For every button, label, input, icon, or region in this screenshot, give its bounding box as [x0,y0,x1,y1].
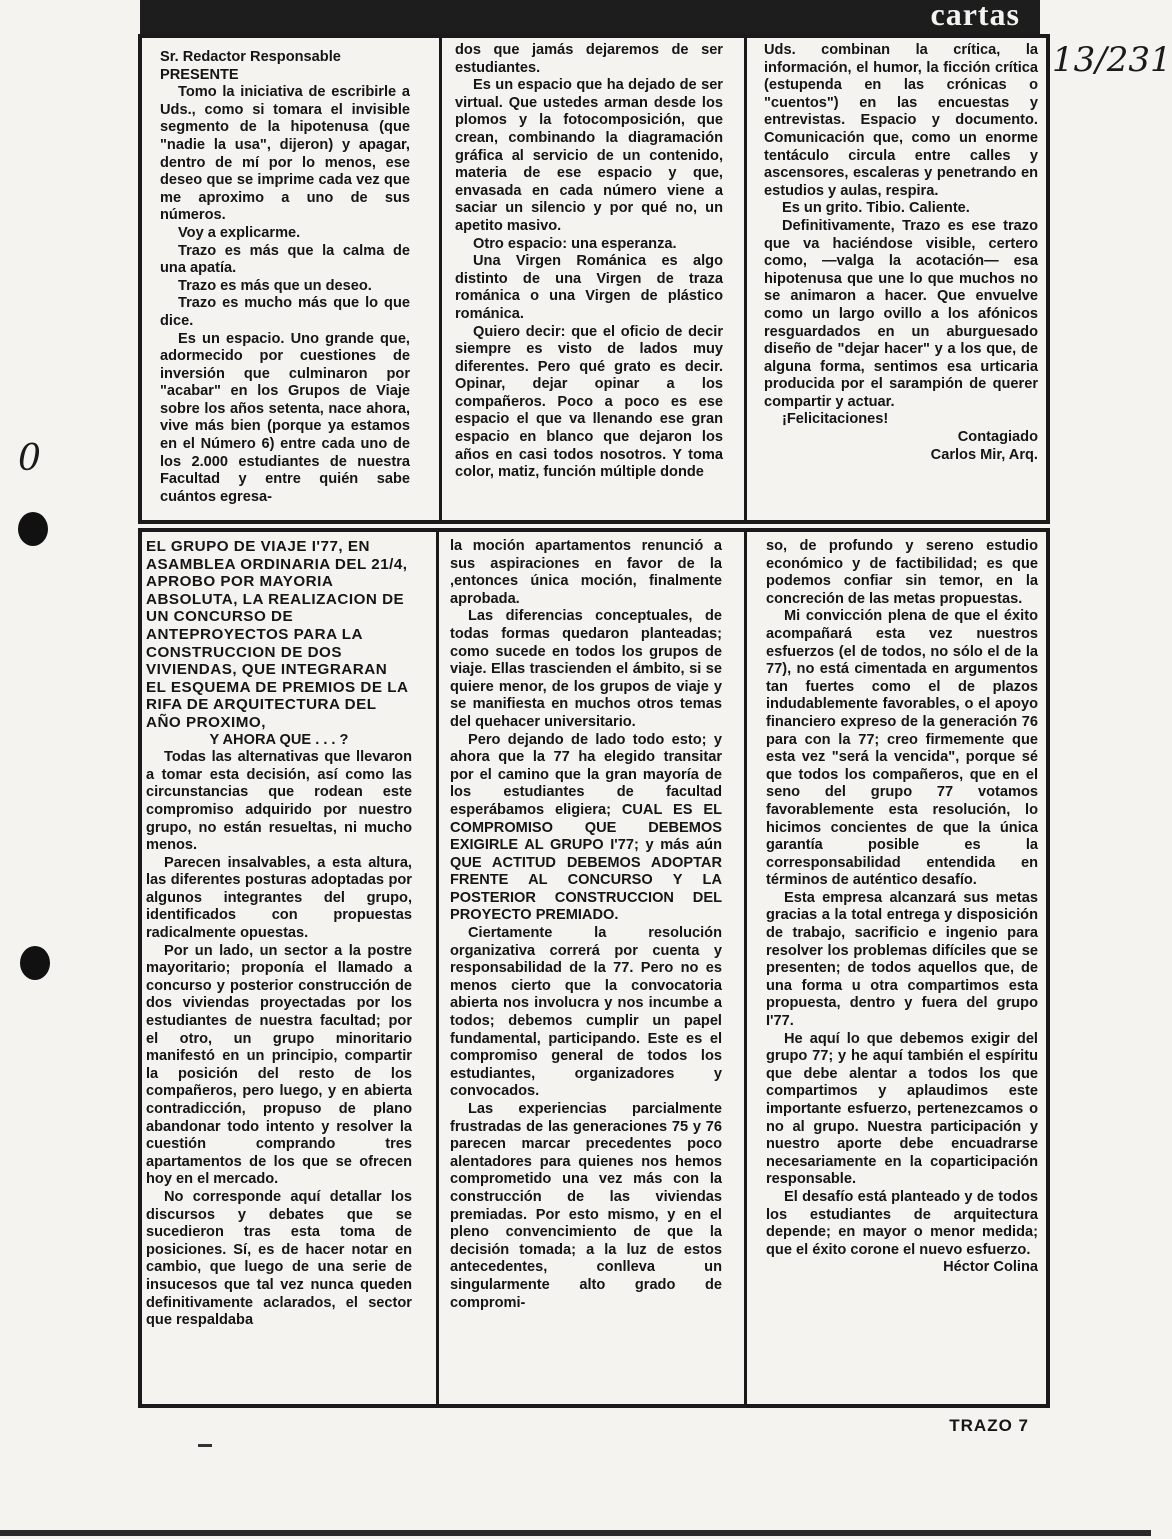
punch-hole-top [18,512,48,546]
letter2-column-1 [146,538,412,1400]
letter1-rule-2 [744,36,747,522]
paragraph: Mi convicción plena de que el éxito acompañará esta vez nuestros esfuerzos (el de todos, no sólo el de la 77), no está cimentada en argumentos tan fuertes como el de plazos indudablemente favorables, o el apoyo financiero expreso de la generación 76 para con la 77; creo firmemente que esta vez "será la vencida", porque sé que todos los compañeros, que en el seno del grupo 77 votamos favorablemente esta resolución, lo hicimos concientes de que la única garantía posible es la corresponsabilidad entendida en términos de auténtico desafío. [766,608,1038,889]
letter2-rule-1 [436,532,439,1404]
punch-hole-bottom [20,946,50,980]
page-folio: TRAZO 7 [949,1416,1029,1435]
page-mark: 13/231 [1052,40,1172,80]
paragraph: Las diferencias conceptuales, de todas formas quedaron planteadas; como sucede en todos los grupos de viaje. Ellas trascienden el ámbito, si se quiere menor, de los grupos de viaje y se manifiesta en muchos otros temas del quehacer universitario. [450,608,722,730]
paragraph: Otro espacio: una esperanza. [473,235,677,252]
paragraph: No corresponde aquí detallar los discursos y debates que se sucedieron tras esta toma de posiciones. Sí, es de hacer notar en cambio, que luego de una serie de insucesos que tal vez nunca queden definitivamente aclarados, el sector que respaldaba [146,1188,412,1329]
signature-name: Héctor Colina [943,1259,1038,1276]
margin-note: 0 [18,438,41,479]
paragraph: Parecen insalvables, a esta altura, las diferentes posturas adoptadas por algunos integrantes del grupo, identificados con propuestas radicalmente opuestas. [146,854,412,942]
letter2-subhead: Y AHORA QUE . . . ? [209,731,349,748]
letter2-rule-2 [744,532,747,1404]
salutation-line-2: PRESENTE [160,66,239,83]
signature-name: Carlos Mir, Arq. [930,446,1038,463]
paragraph: Trazo es más que la calma de una apatía. [160,242,410,277]
paragraph: Todas las alternativas que llevaron a tomar esta decisión, así como las circunstancias que rodean este compromiso adquirido por nuestro grupo, no están resueltas, ni mucho menos. [146,749,412,854]
paragraph: Las experiencias parcialmente frustradas de las generaciones 75 y 76 parecen marcar precedentes poco alentadores para quienes nos hemos comprometido una vez más con la construcción de las viviendas premiadas. Por esto mismo, y en el pleno convencimiento de que la decisión tomada; a la luz de estos antecedentes, conlleva un singularmente alto grado de compromi- [450,1101,722,1311]
paragraph: Definitivamente, Trazo es ese trazo que va haciéndose visible, certero como, —valga la acotación— esa hipotenusa que une lo que muchos no se animaron a hacer. Que envuelve como un largo ovillo a los afónicos resguardados en un aburguesado diseño de "dejar hacer" y a los que, de alguna forma, sentimos esa urticaria producida por el sarampión de querer compartir y actuar. [764,217,1038,410]
letter2-column-3 [766,538,1038,1400]
salutation: Sr. Redactor Responsable [160,49,341,65]
scan-speck [198,1444,212,1447]
paragraph: Pero dejando de lado todo esto; y ahora que la 77 ha elegido transitar por el camino que la gran mayoría de los estudiantes de facultad esperábamos eligiera; CUAL ES EL COMPROMISO QUE DEBEMOS EXIGIRLE AL GRUPO I'77; y más aún QUE ACTITUD DEBEMOS ADOPTAR FRENTE AL CONCURSO Y LA POSTERIOR CONSTRUCCION DEL PROYECTO PREMIADO. [450,731,722,924]
paragraph: Es un espacio que ha dejado de ser virtual. Que ustedes arman desde los plomos y la fotocomposición, que crean, combinando la diagramación gráfica al servicio de un contenido, materia de ese espacio y que, envasada en cada número viene a saciar un silencio y por qué no, un apetito masivo. [455,77,723,234]
paragraph: Ciertamente la resolución organizativa correrá por cuenta y responsabilidad de la 77. Pero no es menos cierto que la convocatoria abierta nos involucra y nos incumbe a todos; debemos cumplir un papel fundamental, participando. Este es el compromiso general de todos los estudiantes, organizadores y convocados. [450,925,722,1100]
paragraph: Tomo la iniciativa de escribirle a Uds., como si tomara el invisible segmento de la hipotenusa (que "nadie la usa", dijeron) y apagar, dentro de mí por lo menos, ese deseo que se imprime cada vez que me aproximo a uno de sus números. [160,84,410,224]
paragraph: la moción apartamentos renunció a sus aspiraciones en favor de la ,entonces única moción, finalmente aprobada. [450,538,722,607]
letter1-column-2 [455,42,723,519]
paragraph: Es un espacio. Uno grande que, adormecido por cuestiones de inversión que culminaron por "acabar" en los Grupos de Viaje sobre los años setenta, nace ahora, vive más bien (porque ya estamos en el Número 6) entre cada uno de los 2.000 estudiantes de nuestra Facultad y entre quién sabe cuántos egresa- [160,330,410,505]
letter1-column-3 [764,42,1038,519]
letter1-rule-1 [439,36,442,522]
section-name: cartas [930,0,1020,32]
paragraph: El desafío está planteado y de todos los estudiantes de arquitectura depende; en mayor o menor medida; que el éxito corone el nuevo esfuerzo. [766,1188,1038,1258]
bottom-edge [0,1530,1151,1536]
paragraph: Voy a explicarme. [178,224,301,241]
paragraph: Trazo es mucho más que lo que dice. [160,295,410,329]
paragraph: dos que jamás dejaremos de ser estudiantes. [455,42,723,76]
letter2-headline: EL GRUPO DE VIAJE I'77, EN ASAMBLEA ORDINARIA DEL 21/4, APROBO POR MAYORIA ABSOLUTA, LA REALIZACION DE UN CONCURSO DE ANTEPROYECTOS PARA LA CONSTRUCCION DE DOS VIVIENDAS, QUE INTEGRARAN EL ESQUEMA DE PREMIOS DE LA RIFA DE ARQUITECTURA DEL AÑO PROXIMO, [146,538,408,731]
letter2-column-2 [450,538,722,1400]
paragraph: so, de profundo y sereno estudio económico y de factibilidad; es que podemos confiar sin temor, en la concreción de las metas propuestas. [766,538,1038,607]
paragraph: Por un lado, un sector a la postre mayoritario; proponía el llamado a concurso y posterior construcción de dos viviendas proyectadas por los estudiantes de nuestra facultad; por el otro, un grupo minoritario manifestó en un principio, compartir la posición del resto de los compañeros, pero luego, y en abierta contradicción, propuso de plano abandonar todo intento y resolver la cuestión comprando tres apartamentos de los que se ofrecen hoy en el mercado. [146,942,412,1188]
paragraph: Esta empresa alcanzará sus metas gracias a la total entrega y disposición de trabajo, sacrificio e ingenio para resolver los problemas difíciles que se presenten; de todos aquellos que, de una forma u otra compartimos esta propuesta, dentro y fuera del grupo I'77. [766,889,1038,1030]
paragraph: He aquí lo que debemos exigir del grupo 77; y he aquí también el espíritu que debe alentar a todos los que compartimos y aplaudimos este importante esfuerzo, pertenezcamos o no al grupo. Nuestra participación y nuestro aporte debe encuadrarse necesariamente en la coparticipación responsable. [766,1030,1038,1188]
paragraph: Es un grito. Tibio. Caliente. [782,200,970,217]
paragraph: ¡Felicitaciones! [782,411,889,428]
paragraph: Quiero decir: que el oficio de decir siempre es visto de lados muy diferentes. Pero qué grato es decir. Opinar, dejar opinar a los compañeros. Poco a poco es ese espacio el que va llenando ese gran espacio en blanco que dejaron los años en casi todos nosotros. Y toma color, matiz, función múltiple donde [455,323,723,481]
signature-pseudonym: Contagiado [957,429,1038,446]
letter1-column-1 [160,49,410,519]
paragraph: Trazo es más que un deseo. [178,277,372,294]
paragraph: Una Virgen Románica es algo distinto de una Virgen de traza románica o una Virgen de plástico románica. [455,253,723,322]
paragraph: Uds. combinan la crítica, la información, el humor, la ficción crítica (estupenda en las crónicas o "cuentos") en las encuestas y entrevistas. Espacio y documento. Comunicación que, como un enorme tentáculo circula entre calles y ascensores, escaleras y penetrando en estudios y aulas, respira. [764,42,1038,199]
header-band [140,0,1040,34]
